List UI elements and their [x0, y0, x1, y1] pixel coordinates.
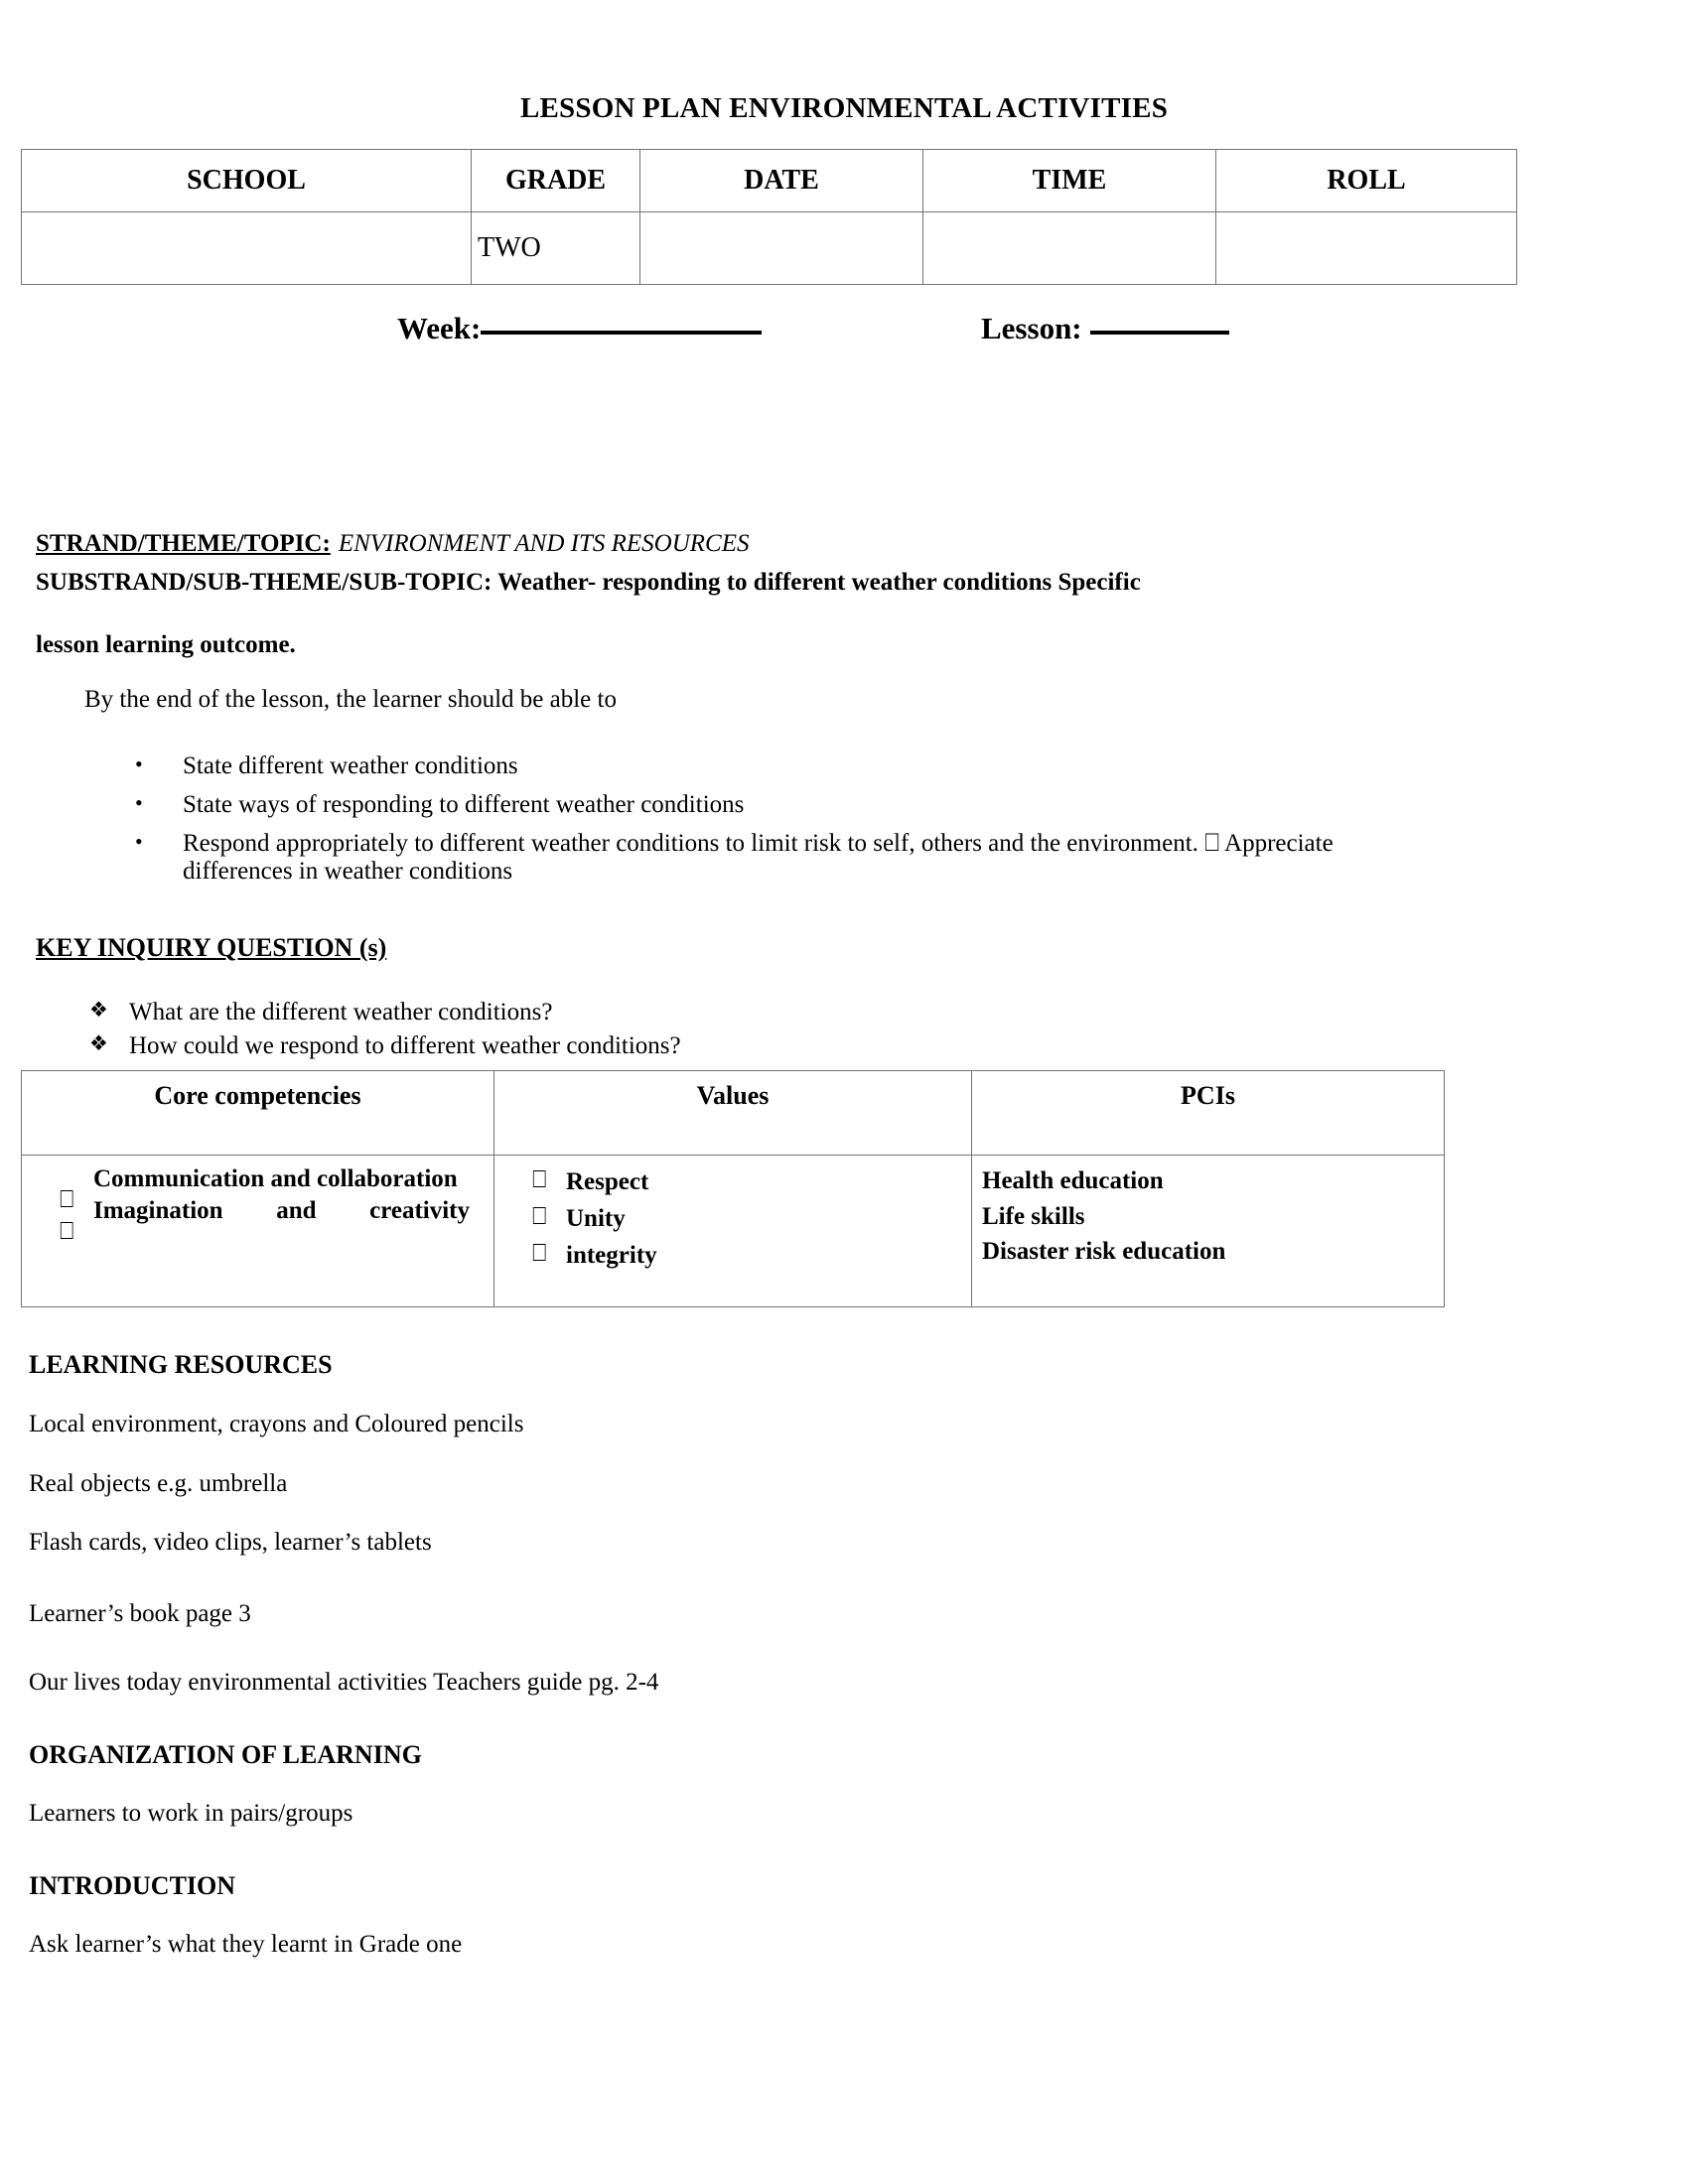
- column-header-time: TIME: [923, 150, 1216, 212]
- cell-time-value[interactable]: [923, 212, 1216, 285]
- tofu-bullet-icon: ⎕: [532, 1204, 547, 1230]
- strand-label: STRAND/THEME/TOPIC:: [36, 530, 331, 557]
- bullet-dot-icon: •: [135, 751, 143, 776]
- cell-grade-value[interactable]: TWO: [472, 212, 640, 285]
- bullet-dot-icon: •: [135, 828, 143, 854]
- diamond-bullet-icon: ❖: [89, 998, 108, 1022]
- tofu-bullet-icon: ⎕: [532, 1241, 547, 1267]
- list-item-label: integrity: [566, 1242, 657, 1269]
- list-item: [32, 1195, 484, 1245]
- cell-pcis: [972, 1156, 1445, 1307]
- cell-date-value[interactable]: [640, 212, 923, 285]
- column-header-core-competencies: Core competencies: [22, 1071, 494, 1156]
- strand-line: [36, 527, 1426, 560]
- lesson-blank-rule[interactable]: [1090, 331, 1229, 335]
- lesson-field: [981, 311, 1229, 346]
- list-item: Disaster risk education: [982, 1238, 1226, 1265]
- tofu-bullet-icon: ⎕: [60, 1187, 74, 1213]
- list-item-label: Imagination and creativity: [93, 1197, 470, 1224]
- learning-resource-item: Our lives today environmental activities Teachers guide pg. 2-4: [29, 1669, 659, 1696]
- week-blank-rule[interactable]: [481, 331, 762, 335]
- learning-resources-heading: LEARNING RESOURCES: [29, 1350, 333, 1379]
- cell-school-value[interactable]: [22, 212, 472, 285]
- introduction-text: Ask learner’s what they learnt in Grade one: [29, 1931, 463, 1958]
- column-header-grade: GRADE: [472, 150, 640, 212]
- list-item: [89, 1031, 1380, 1061]
- list-item-label: What are the different weather conditions?: [129, 999, 553, 1025]
- page-title: LESSON PLAN ENVIRONMENTAL ACTIVITIES: [519, 92, 1169, 124]
- list-item: [504, 1200, 961, 1237]
- organization-heading: ORGANIZATION OF LEARNING: [29, 1740, 422, 1769]
- substrand-line: SUBSTRAND/SUB-THEME/SUB-TOPIC: Weather- responding to different weather conditions Specific: [36, 569, 1141, 596]
- key-inquiry-heading: KEY INQUIRY QUESTION (s): [36, 933, 387, 962]
- table-header-row: [22, 150, 1517, 212]
- pci-list: [982, 1163, 1434, 1270]
- column-header-roll: ROLL: [1216, 150, 1517, 212]
- column-header-pcis: PCIs: [972, 1071, 1445, 1156]
- list-item: [504, 1237, 961, 1274]
- week-field: [397, 311, 762, 346]
- cell-core-competencies: [22, 1156, 494, 1307]
- learning-outcome-list: [135, 752, 1426, 896]
- list-item-label: Unity: [566, 1205, 626, 1232]
- list-item-label: State different weather conditions: [183, 752, 518, 779]
- list-item: [135, 752, 1426, 781]
- introduction-heading: INTRODUCTION: [29, 1871, 236, 1900]
- tofu-bullet-icon: ⎕: [60, 1219, 74, 1245]
- learning-resource-item: Flash cards, video clips, learner’s tablets: [29, 1529, 432, 1556]
- list-item: [135, 830, 1426, 887]
- competency-values-pci-table: [21, 1070, 1445, 1307]
- bullet-dot-icon: •: [135, 789, 143, 815]
- column-header-values: Values: [494, 1071, 972, 1156]
- learning-outcome-intro: By the end of the lesson, the learner should be able to: [84, 686, 617, 713]
- strand-value: ENVIRONMENT AND ITS RESOURCES: [338, 530, 750, 557]
- week-lesson-line: [0, 311, 1688, 354]
- column-header-school: SCHOOL: [22, 150, 472, 212]
- learning-resource-item: Local environment, crayons and Coloured pencils: [29, 1411, 524, 1437]
- list-item-label: State ways of responding to different weather conditions: [183, 790, 745, 818]
- list-item: Life skills: [982, 1202, 1085, 1230]
- list-item: [504, 1163, 961, 1200]
- week-label: Week:: [397, 311, 482, 345]
- learning-resource-item: Real objects e.g. umbrella: [29, 1470, 288, 1497]
- organization-text: Learners to work in pairs/groups: [29, 1800, 353, 1827]
- cell-values: [494, 1156, 972, 1307]
- learning-outcome-heading: lesson learning outcome.: [36, 631, 296, 658]
- list-item: [89, 998, 1380, 1027]
- list-item-label: How could we respond to different weather conditions?: [129, 1031, 681, 1059]
- lesson-info-table: [21, 149, 1517, 285]
- table-row: [22, 212, 1517, 285]
- values-list: [504, 1163, 961, 1274]
- list-item-label: Communication and collaboration: [93, 1165, 458, 1192]
- core-competency-list: [32, 1163, 484, 1245]
- table-header-row: [22, 1071, 1445, 1156]
- key-inquiry-list: [89, 998, 1380, 1064]
- lesson-label: Lesson:: [981, 311, 1082, 345]
- list-item: [135, 791, 1426, 820]
- list-item-label: Respect: [566, 1168, 649, 1195]
- list-item: Health education: [982, 1167, 1164, 1194]
- tofu-bullet-icon: ⎕: [532, 1167, 547, 1193]
- table-row: [22, 1156, 1445, 1307]
- learning-resource-item: Learner’s book page 3: [29, 1600, 251, 1627]
- column-header-date: DATE: [640, 150, 923, 212]
- cell-roll-value[interactable]: [1216, 212, 1517, 285]
- list-item-label: Respond appropriately to different weather conditions to limit risk to self, others and the environment. ⎕ Appreciate differences in weather conditions: [183, 829, 1334, 886]
- diamond-bullet-icon: ❖: [89, 1030, 108, 1055]
